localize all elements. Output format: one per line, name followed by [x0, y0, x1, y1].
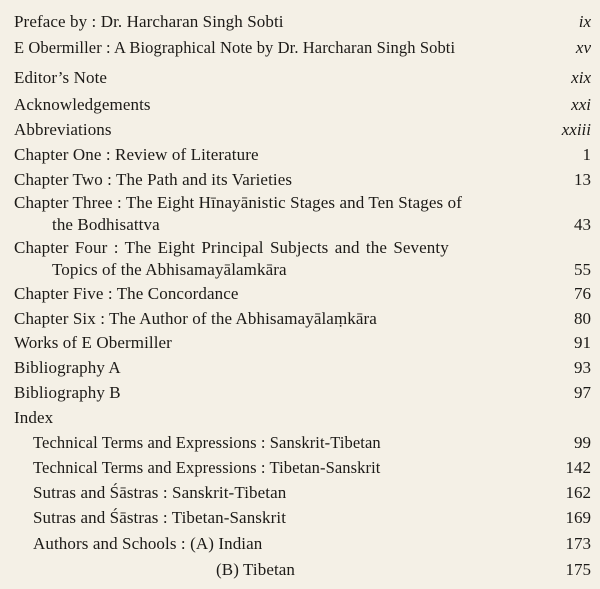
entry-page: 162: [565, 483, 591, 502]
entry-title-continued: Topics of the Abhisamayālamkāra: [52, 260, 287, 279]
entry-page: 93: [574, 358, 591, 377]
entry-page: 43: [574, 215, 591, 234]
entry-page: xxi: [571, 95, 591, 114]
entry-title: Index: [14, 408, 54, 427]
entry-page: 55: [574, 260, 591, 279]
entry-title: Abbreviations: [14, 120, 112, 139]
entry-page: xix: [571, 68, 591, 87]
entry-page: 76: [574, 284, 591, 303]
entry-title: Authors and Schools : (A) Indian: [33, 534, 263, 553]
entry-page: 97: [574, 383, 591, 402]
entry-page: 173: [565, 534, 591, 553]
entry-title: Bibliography A: [14, 358, 121, 377]
entry-title-continued: the Bodhisattva: [52, 215, 160, 234]
entry-title: Preface by : Dr. Harcharan Singh Sobti: [14, 12, 284, 31]
entry-page: 169: [565, 508, 591, 527]
entry-title: Works of E Obermiller: [14, 333, 172, 352]
entry-title: Chapter Two : The Path and its Varieties: [14, 170, 293, 189]
entry-page: 91: [574, 333, 591, 352]
entry-page: 13: [574, 170, 591, 189]
entry-page: 1: [582, 145, 591, 164]
entry-page: xv: [575, 38, 591, 57]
entry-title: Chapter One : Review of Literature: [14, 145, 259, 164]
entry-page: ix: [578, 12, 591, 31]
entry-title: E Obermiller : A Biographical Note by Dr. Harcharan Singh Sobti: [14, 38, 456, 57]
entry-page: 142: [565, 458, 591, 477]
entry-title: Technical Terms and Expressions : Sanskrit-Tibetan: [33, 433, 381, 452]
entry-title: Sutras and Śāstras : Tibetan-Sanskrit: [33, 508, 287, 527]
entry-title: Technical Terms and Expressions : Tibetan-Sanskrit: [33, 458, 381, 477]
entry-title: Chapter Five : The Concordance: [14, 284, 239, 303]
entry-title: Bibliography B: [14, 383, 121, 402]
entry-title: Sutras and Śāstras : Sanskrit-Tibetan: [33, 483, 287, 502]
entry-title: Editor’s Note: [14, 68, 108, 87]
entry-page: 175: [565, 560, 591, 579]
entry-page: xxiii: [561, 120, 591, 139]
entry-title: (B) Tibetan: [216, 560, 296, 579]
entry-page: 99: [574, 433, 591, 452]
entry-title: Chapter Three : The Eight Hīnayānistic Stages and Ten Stages of: [14, 193, 462, 212]
entry-title: Acknowledgements: [14, 95, 151, 114]
entry-title: Chapter Four : The Eight Principal Subjects and the Seventy: [14, 238, 449, 257]
entry-title: Chapter Six : The Author of the Abhisamayālaṃkāra: [14, 309, 377, 328]
entry-page: 80: [574, 309, 591, 328]
